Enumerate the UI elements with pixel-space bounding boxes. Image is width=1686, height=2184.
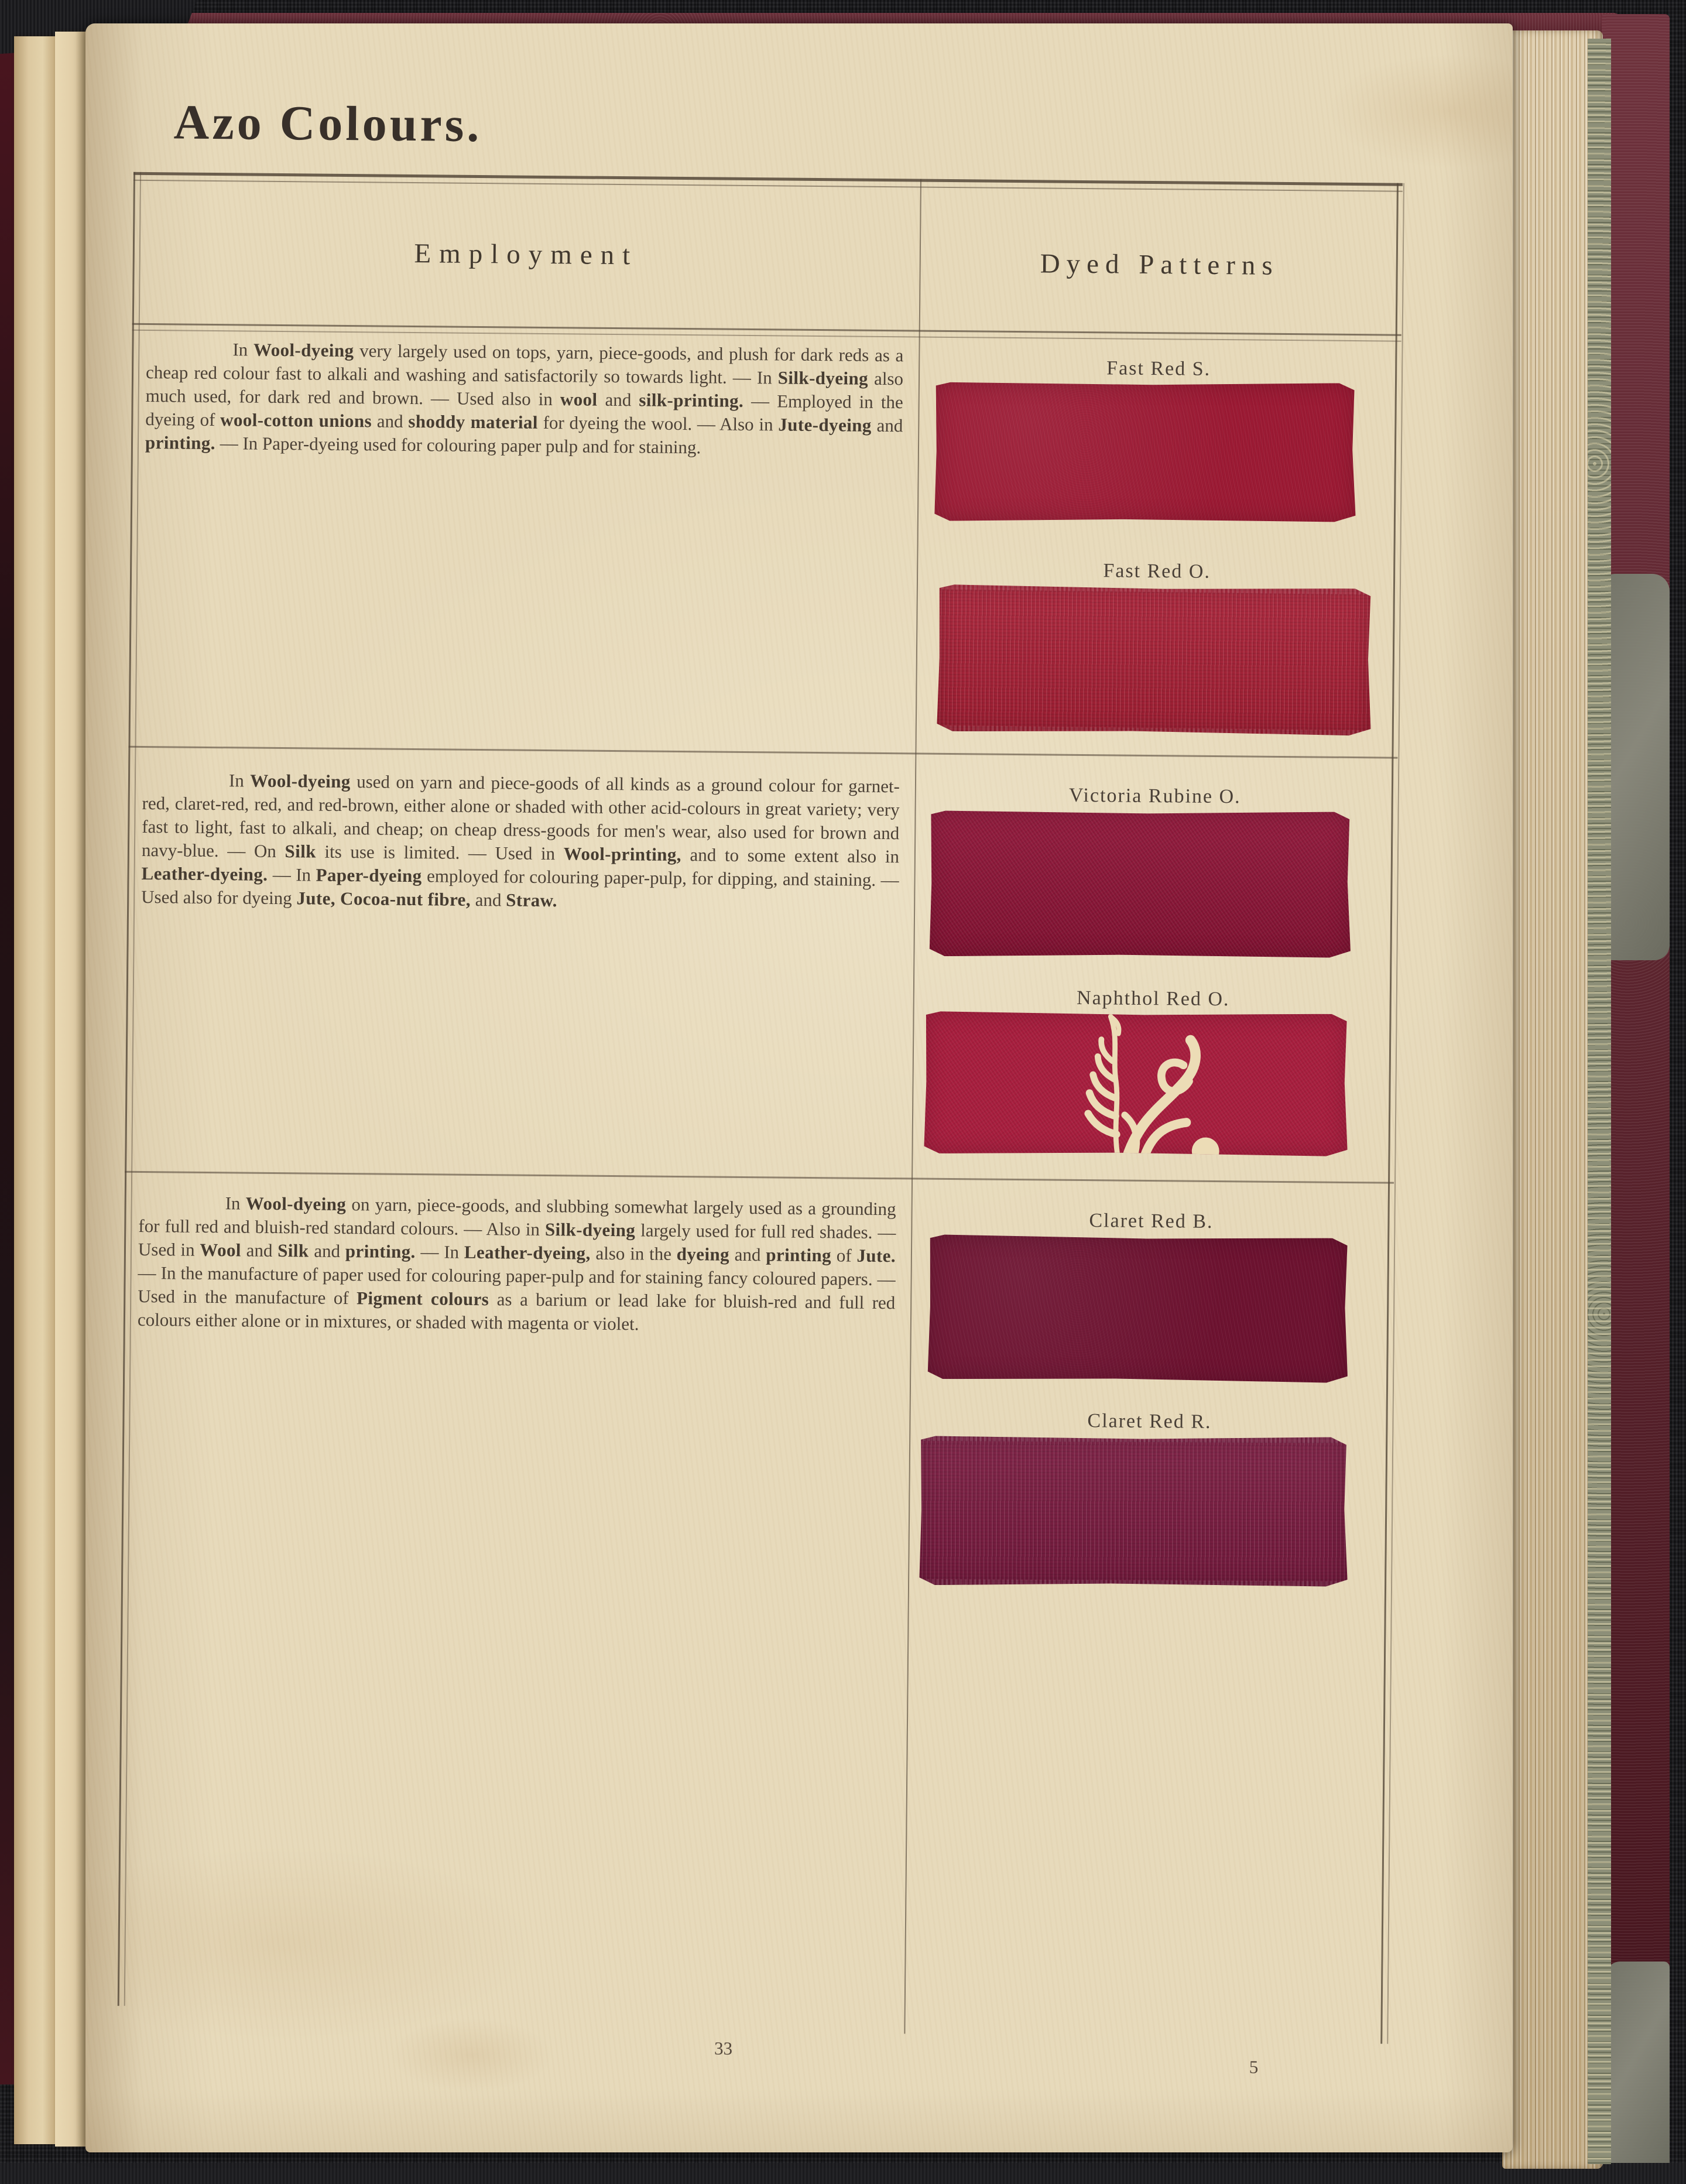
cream-leaf-print-motif [1033,1011,1239,1156]
fabric-swatch-claret-red-r [917,1435,1348,1587]
swatch-label: Fast Red S. [1106,357,1211,380]
header-separator [132,323,1401,336]
swatch-label: Claret Red B. [1089,1210,1214,1233]
fabric-swatch-claret-red-b [926,1234,1349,1384]
fabric-swatch-victoria-rubine-o [928,810,1351,959]
fabric-swatch-fast-red-o [935,584,1372,737]
swatch-label: Victoria Rubine O. [1068,784,1241,808]
employment-paragraph-row1: In Wool-dyeing very largely used on tops, yarn, piece-goods, and plush for dark reds as a cheap red colour fast to alkali and washing and satisfactorily so towards light. — In Silk-dyeing also much used, for dark red and brown. — Used also in wool and silk-printing. — Employed in the dyeing of wool-cotton unions and shoddy material for dyeing the wool. — Also in Jute-dyeing and printing. — In Paper-dyeing used for colouring paper pulp and for staining. [145,339,904,458]
employment-paragraph-row2: In Wool-dyeing used on yarn and piece-goods of all kinds as a ground colour for garnet-red, claret-red, red, and red-brown, either alone or shaded with other acid-colours in great variety; very fast to light, fast to alkali, and cheap; on cheap dress-goods for men's wear, also used for brown and navy-blue. — On Silk its use is limited. — Used in Wool-printing, and to some extent also in Leather-dyeing. — In Paper-dyeing employed for colouring paper-pulp, for dipping, and staining. — Used also for dyeing Jute, Cocoa-nut fibre, and Straw. [141,770,900,911]
fabric-swatch-naphthol-red-o [922,1011,1348,1157]
column-divider [904,179,921,2034]
swatch-label: Fast Red O. [1103,560,1211,583]
employment-paragraph-row3: In Wool-dyeing on yarn, piece-goods, and slubbing somewhat largely used as a grounding for full red and bluish-red standard colours. — Also in Silk-dyeing largely used for full red shades. — Used in Wool and Silk and printing. — In Leather-dyeing, also in the dyeing and printing of Jute. — In the manufacture of paper used for colouring paper-pulp and for staining fancy coloured papers. — Used in the manufacture of Pigment colours as a barium or lead lake for bluish-red and full red colours either alone or in mixtures, or shaded with magenta or violet. [137,1193,896,1334]
row-divider-1 [128,746,1397,759]
page-title: Azo Colours. [173,95,482,152]
fabric-swatch-fast-red-s [933,381,1356,522]
column-header-employment: Employment [414,238,639,271]
table-top-border [133,172,1403,186]
column-header-dyed-patterns: Dyed Patterns [1040,248,1279,281]
plate-number: 5 [1249,2056,1259,2077]
swatch-label: Claret Red R. [1087,1410,1212,1433]
page-number: 33 [714,2038,733,2059]
swatch-label: Naphthol Red O. [1076,987,1230,1011]
row-divider-2 [125,1171,1394,1184]
